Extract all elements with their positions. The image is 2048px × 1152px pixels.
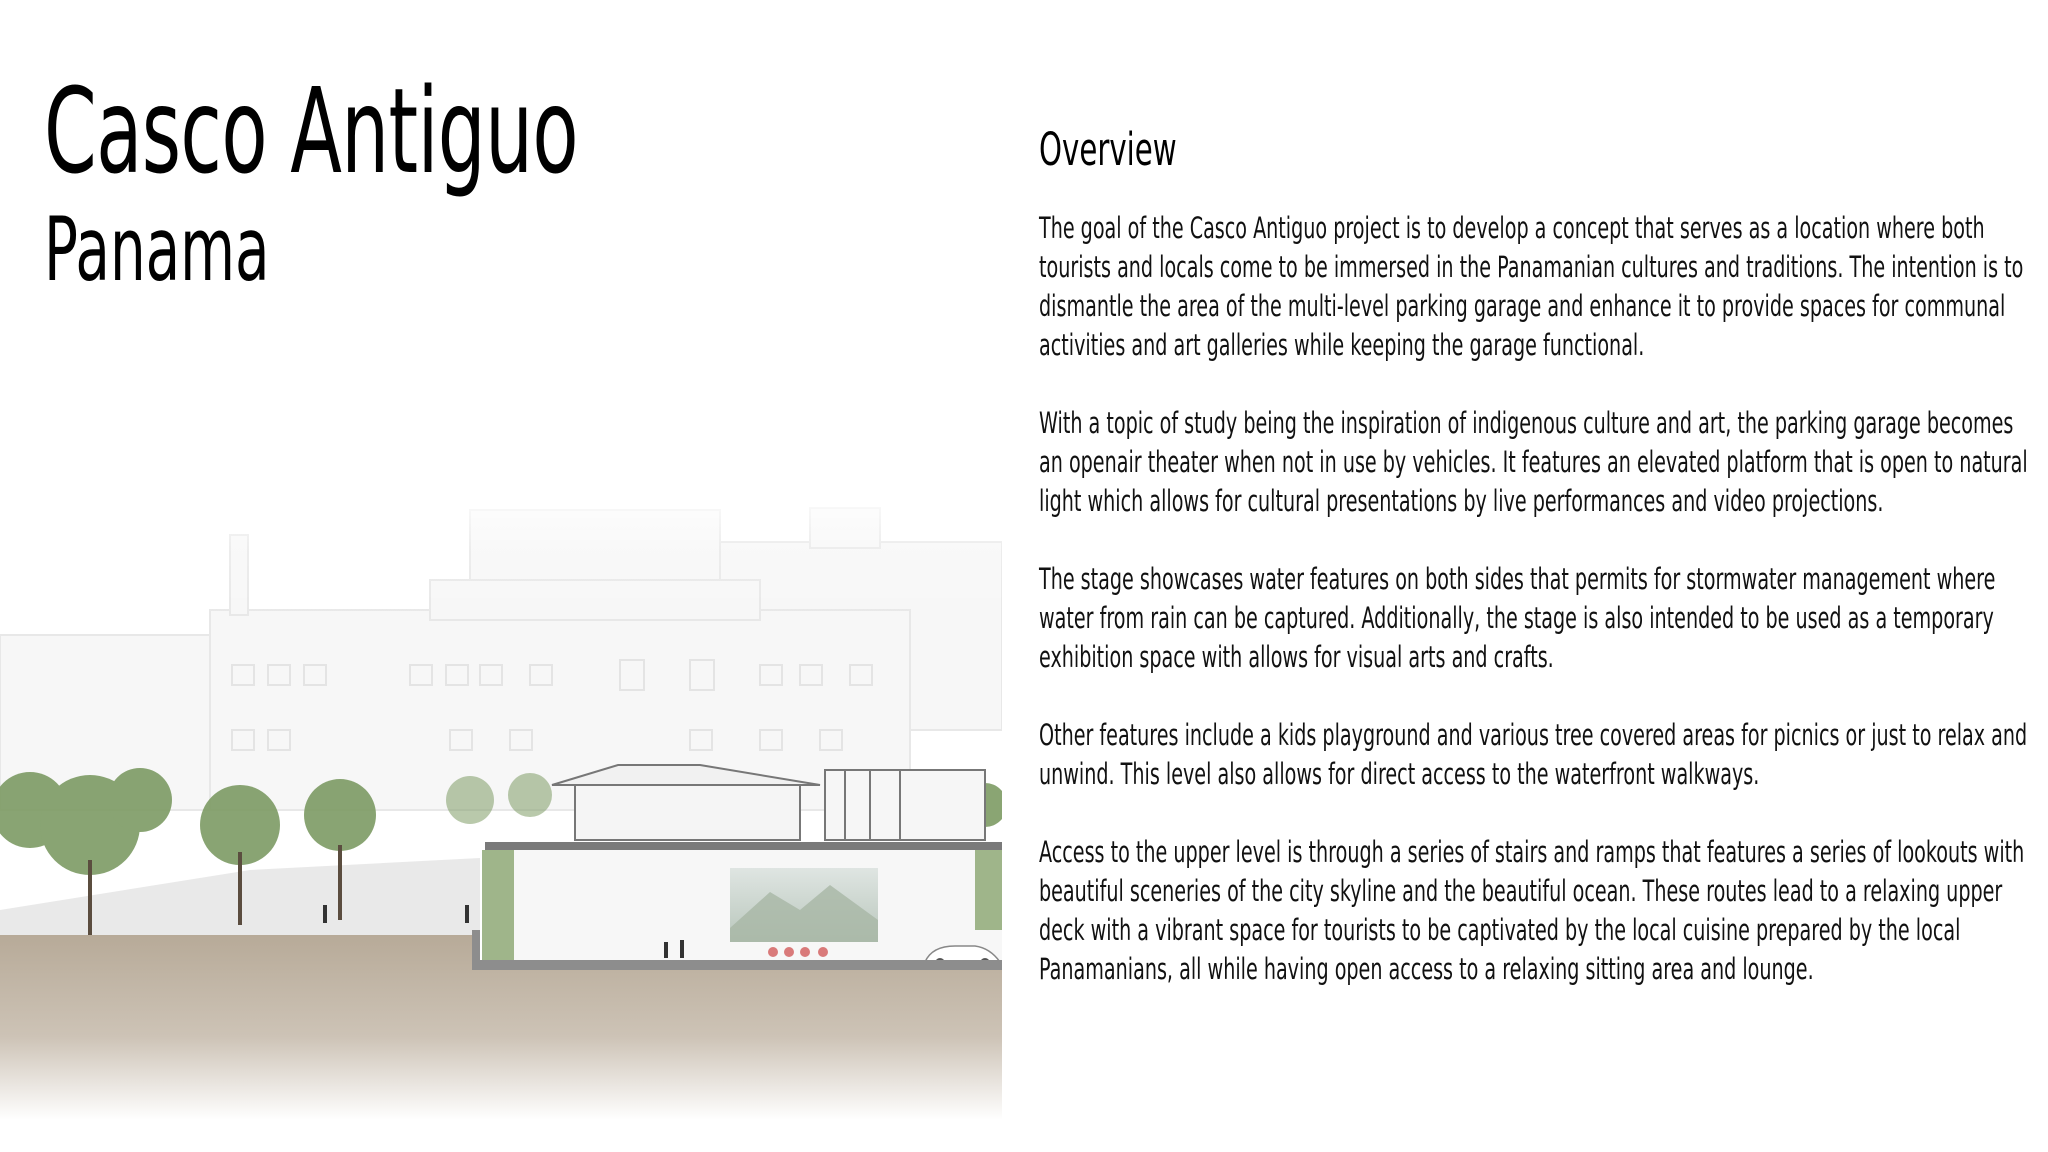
overview-paragraph: The stage showcases water features on both sides that permits for stormwater management where water from rain can be captured. Additionally, the stage is also intended to be used as a temporary exhibition space with allows for visual arts and crafts. <box>1039 562 1996 674</box>
pavilion <box>552 765 985 840</box>
overview-paragraph: Other features include a kids playground and various tree covered areas for picnics or just to relax and unwind. This level also allows for direct access to the waterfront walkways. <box>1039 718 2028 791</box>
overview-paragraph: Access to the upper level is through a series of stairs and ramps that features a series of lookouts with beautiful sceneries of the city skyline and the beautiful ocean. These routes lead to a relaxing upper deck with a vibrant space for tourists to be captivated by the local cuisine prepared by the local Panamanians, all while having open access to a relaxing sitting area and lounge. <box>1039 835 2025 986</box>
overview-paragraph: The goal of the Casco Antiguo project is to develop a concept that serves as a location where both tourists and locals come to be immersed in the Panamanian cultures and traditions. The intention is to dismantle the area of the multi-level parking garage and enhance it to provide spaces for communal activities and art galleries while keeping the garage functional. <box>1039 211 2024 362</box>
section-elevation-drawing <box>0 480 1002 1120</box>
project-title: Casco Antiguo <box>44 62 578 200</box>
overview-body <box>1039 209 2029 1028</box>
project-location: Panama <box>44 198 270 301</box>
overview-paragraph: With a topic of study being the inspiration of indigenous culture and art, the parking garage becomes an openair theater when not in use by vehicles. It features an elevated platform that is open to natural light which allows for cultural presentations by live performances and video projections. <box>1039 406 2028 518</box>
overview-heading: Overview <box>1039 123 1177 176</box>
